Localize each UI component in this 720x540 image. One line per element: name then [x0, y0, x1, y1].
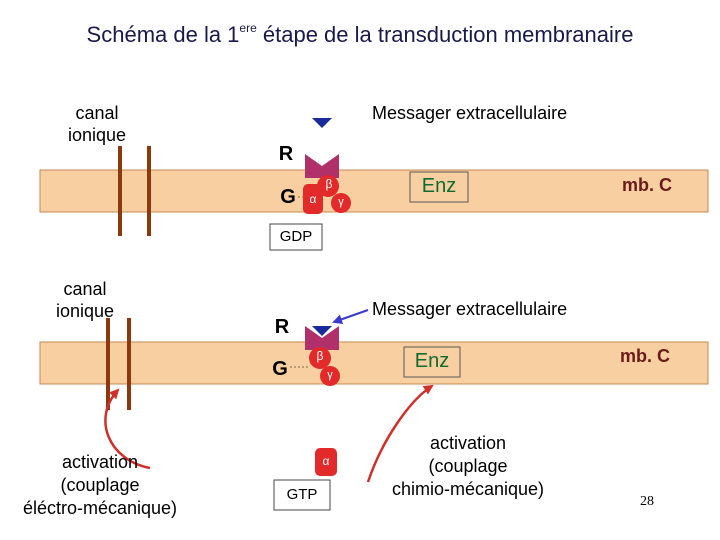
enzyme-label-bottom: Enz — [414, 350, 450, 372]
ion-channel-bottom-left — [106, 318, 110, 410]
receptor-label-top: R — [278, 143, 294, 165]
gprotein-label-top: G — [280, 186, 296, 208]
alpha-label-top: α — [309, 192, 317, 206]
ion-channel-bottom-right — [127, 318, 131, 410]
messager-label-bottom: Messager extracellulaire — [372, 299, 568, 319]
receptor-top — [305, 154, 339, 178]
membrane-top — [40, 170, 708, 212]
gamma-label-top: γ — [338, 196, 344, 208]
ligand-top — [312, 118, 332, 128]
canal-label-bottom: canal ionique — [55, 279, 115, 321]
gtp-label: GTP — [286, 486, 318, 503]
membrane-label-top: mb. C — [622, 175, 673, 195]
messager-arrow-bottom — [334, 310, 368, 322]
gdp-label: GDP — [279, 228, 313, 245]
receptor-label-bottom: R — [274, 316, 290, 338]
activation-label-right: activation (couplage chimio-mécanique) — [391, 433, 545, 499]
canal-label-top: canal ionique — [67, 103, 127, 145]
messager-label-top: Messager extracellulaire — [372, 103, 568, 123]
title-rest: étape de la transduction membranaire — [256, 22, 634, 47]
membrane-bottom — [40, 342, 708, 384]
ion-channel-top-right — [147, 146, 151, 236]
alpha-free-label: α — [322, 454, 330, 468]
beta-label-top: β — [325, 177, 333, 191]
gprotein-label-bottom: G — [272, 358, 288, 380]
enzyme-label-top: Enz — [421, 175, 457, 197]
membrane-label-bottom: mb. C — [620, 346, 671, 366]
beta-label-bottom: β — [316, 349, 324, 363]
activation-label-left: activation (couplage éléctro-mécanique) — [22, 452, 178, 518]
title-superscript: ere — [239, 20, 257, 35]
page-number: 28 — [640, 494, 654, 509]
gamma-label-bottom: γ — [327, 369, 333, 381]
ion-channel-top-left — [118, 146, 122, 236]
title-main: Schéma de la 1 — [86, 22, 240, 47]
